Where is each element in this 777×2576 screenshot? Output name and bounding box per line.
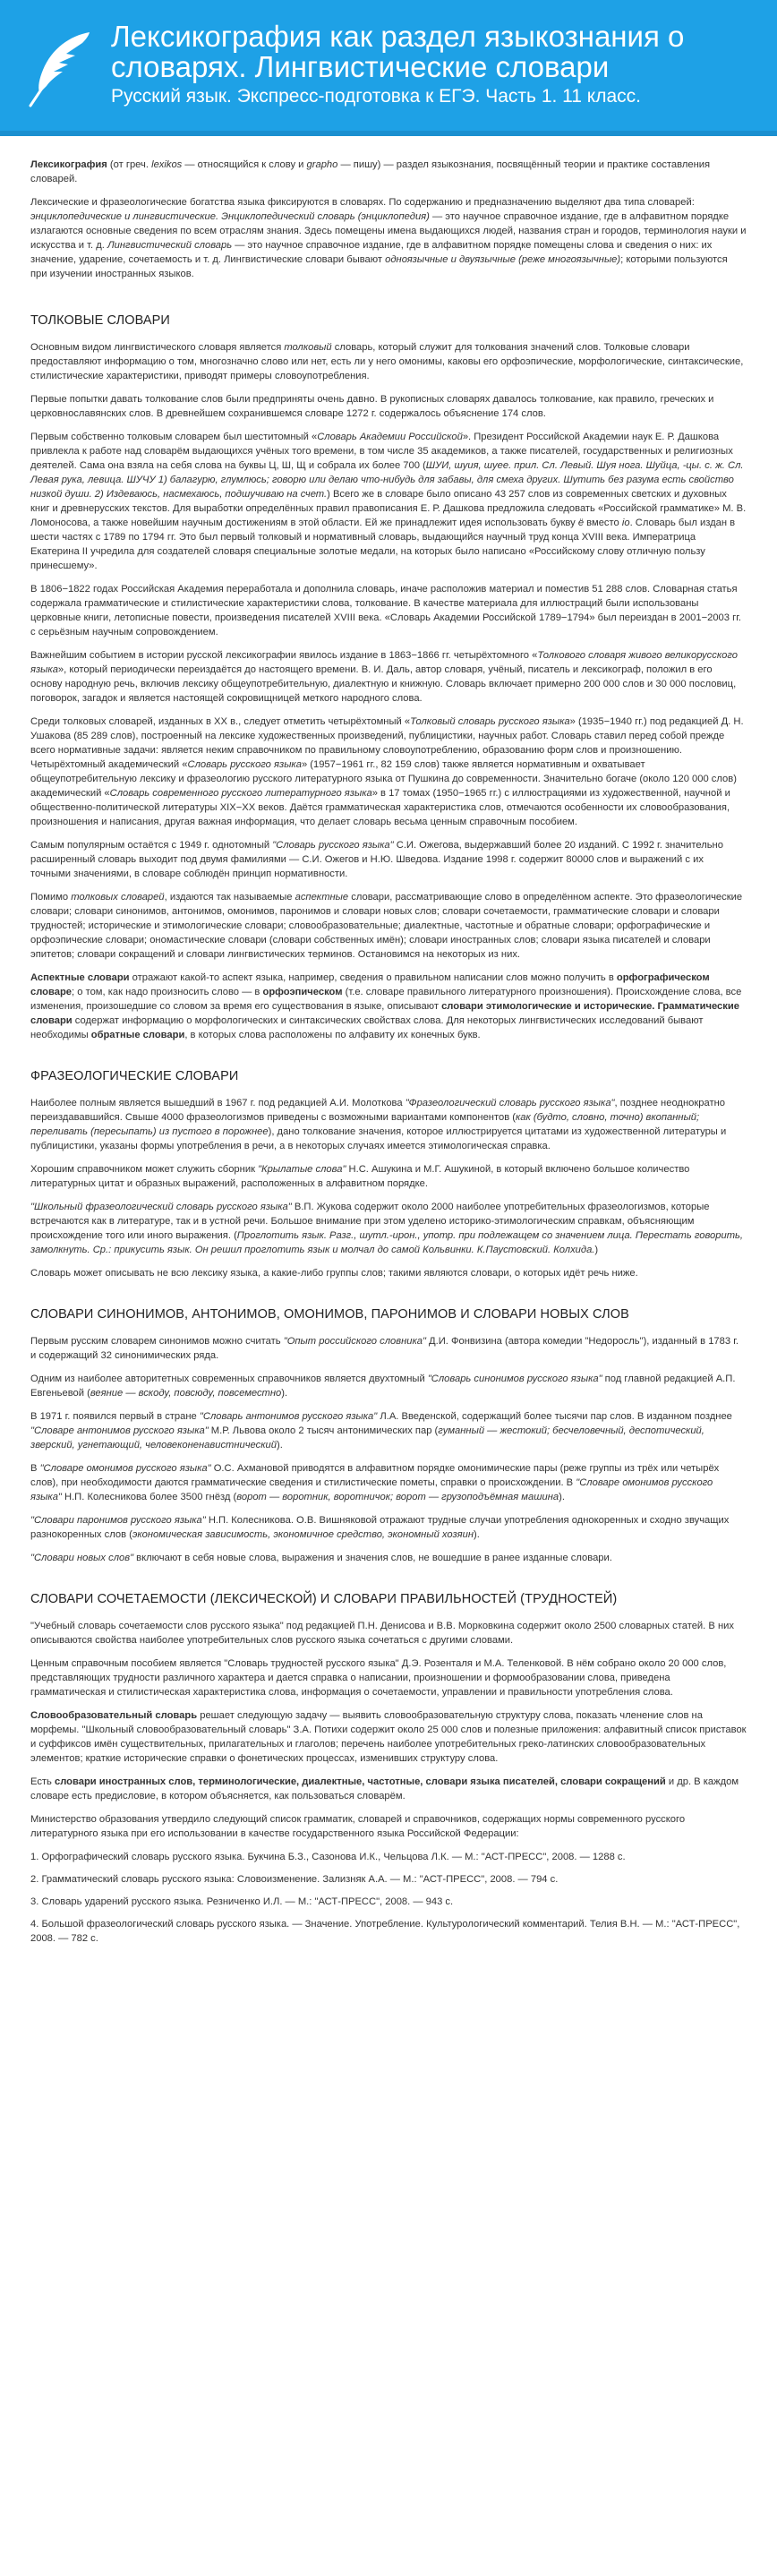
list-item: 1. Орфографический словарь русского языка. Букчина Б.З., Сазонова И.К., Чельцова Л.К. — М.: "АСТ-ПРЕСС", 2008. — 1288 с. — [30, 1852, 626, 1862]
paragraph: "Словари паронимов русского языка" Н.П. Колесникова. О.В. Вишняковой отражают трудные случаи употребления однокоренных и сходно звучащих разнокоренных слов (экономическая зависимость, экономичное средство, экономный хозяин). — [30, 1515, 730, 1540]
section-heading-synonyms: СЛОВАРИ СИНОНИМОВ, АНТОНИМОВ, ОМОНИМОВ, ПАРОНИМОВ И СЛОВАРИ НОВЫХ СЛОВ — [30, 1307, 629, 1322]
paragraph: В 1806−1822 годах Российская Академия переработала и дополнила словарь, иначе расположив материал и поместив 51 288 слов. Словарная статья содержала грамматические и стилистические характеристики слова, толкование. В качестве материала для иллюстраций были использованы церковные книги, летописные повести, произведения писателей XVIII века. «Словарь Академии Российской 1789−1794» был переиздан в 2001−2003 гг. с серьёзным научным сопровождением. — [30, 584, 742, 638]
term-lexicography: Лексикография — [30, 159, 107, 170]
paragraph: Словарь может описывать не всю лексику языка, а какие-либо группы слов; такими являются словари, о которых идёт речь ниже. — [30, 1268, 638, 1279]
paragraph: Среди толковых словарей, изданных в XX в., следует отметить четырёхтомный «Толковый словарь русского языка» (1935−1940 гг.) под редакцией Д. Н. Ушакова (85 289 слов), построенный на лексике художественных произведений, публицистики, научных работ. Словарь ставил перед собой прежде всего нормативные задачи: является неким справочником по правильному словоупотреблению, образованию форм слов и произношению. Четырёхтомный академический «Словарь русского языка» (1957−1961 гг., 82 159 слов) также является нормативным и охватывает общеупотребительную лексику и фразеологию русского литературного языка от Пушкина до современности. Значительно богаче (около 120 000 слов) академический «Словарь современного русского литературного языка» в 17 томах (1950−1965 гг.) с иллюстрациями из художественной, научной и общественно-политической литературы XIX−XX веков. Даётся грамматическая характеристика слов, отмечаются особенности их словообразования, произношения и написания, другая важная информация, что делает словарь весьма ценным справочным пособием. — [30, 716, 744, 827]
intro-paragraph: Лексические и фразеологические богатства языка фиксируются в словарях. По содержанию и предназначению выделяют два типа словарей: энциклопедические и лингвистические. Энциклопедический словарь (энциклопедия) — это научное справочное издание, где в алфавитном порядке излагаются основные сведения по всем отраслям знания. Здесь помещены имена выдающихся людей, названия стран и городов, терминология науки и искусства и т. д. Лингвистический словарь — это научное справочное издание, где в алфавитном порядке помещены слова и сведения о них: их значение, ударение, сочетаемость и т. д. Лингвистические словари бывают одноязычные и двуязычные (реже многоязычные); которыми пользуются при изучении иностранных языков. — [30, 197, 747, 279]
page-header — [0, 0, 777, 136]
paragraph: Самым популярным остаётся с 1949 г. однотомный "Словарь русского языка" С.И. Ожегова, выдержавший более 20 изданий. С 1992 г. значительно расширенный словарь выходит под двумя фамилиями — С.И. Ожегов и Н.Ю. Шведова. Издание 1998 г. содержит 80000 слов и выражений с их точными значениями, в словаре соблюдён принцип нормативности. — [30, 840, 723, 879]
section-heading-phraseological: ФРАЗЕОЛОГИЧЕСКИЕ СЛОВАРИ — [30, 1069, 239, 1083]
paragraph: Основным видом лингвистического словаря является толковый словарь, который служит для толкования значений слов. Толковые словари предоставляют информацию о том, многозначно слово или нет, есть ли у него омонимы, каковы его орфоэпические, морфологические, синтаксические, стилистические характеристики, приводят примеры словоупотребления. — [30, 342, 744, 381]
paragraph: "Школьный фразеологический словарь русского языка" В.П. Жукова содержит около 2000 наиболее употребительных фразеологизмов, которые встречаются как в литературе, так и в устной речи. Большое внимание при этом уделено историко-этимологическим справкам, объясняющим происхождение того или иного выражения. (Проглотить язык. Разг., шутл.-ирон., употр. при подлежащем со значением лица. Перестать говорить, замолкнуть. Ср.: прикусить язык. Он решил проглотить язык и молчал до самой Кольвинки. К.Паустовский. Колхида.) — [30, 1202, 744, 1255]
list-item: 4. Большой фразеологический словарь русского языка. — Значение. Употребление. Культурологический комментарий. Телия В.Н. — М.: "АСТ-ПРЕСС", 2008. — 782 с. — [30, 1919, 740, 1944]
article-body — [0, 136, 777, 1963]
intro-paragraph: Лексикография (от греч. lexikos — относящийся к слову и grapho — пишу) — раздел языкознания, посвящённый теории и практике составления словарей. — [30, 159, 711, 184]
page-subtitle: Русский язык. Экспресс-подготовка к ЕГЭ. Часть 1. 11 класс. — [111, 86, 641, 107]
paragraph: В "Словаре омонимов русского языка" О.С. Ахмановой приводятся в алфавитном порядке омонимические пары (реже группы из трёх или четырёх слов), при необходимости даются грамматические сведения и стилистические пометы, справки о происхождении. В "Словаре омонимов русского языка" Н.П. Колесникова более 3500 гнёзд (ворот — воротник, воротничок; ворот — грузоподъёмная машина). — [30, 1463, 720, 1502]
section-heading-collocation: СЛОВАРИ СОЧЕТАЕМОСТИ (ЛЕКСИЧЕСКОЙ) И СЛОВАРИ ПРАВИЛЬНОСТЕЙ (ТРУДНОСТЕЙ) — [30, 1592, 618, 1606]
list-item: 2. Грамматический словарь русского языка: Словоизменение. Зализняк А.А. — М.: "АСТ-ПРЕСС", 2008. — 794 с. — [30, 1874, 559, 1885]
page-title: Лексикография как раздел языкознания о словарях. Лингвистические словари — [111, 20, 685, 83]
paragraph: Первым собственно толковым словарем был шеститомный «Словарь Академии Российской». Президент Российской Академии наук Е. Р. Дашкова привлекла к работе над словарём выдающихся учёных того времени, в том числе 35 академиков, а также писателей, государственных и религиозных деятелей. Сама она взяла на себя слова на буквы Ц, Ш, Щ и собрала их более 700 (ШУИ, шуия, шуее. прил. Сл. Левый. Шуя нога. Шуйца, -цы. с. ж. Сл. Левая рука, левица. ШУЧУ 1) балагурю, глумлюсь; говорю или делаю что-нибудь для забавы, для смеха других. Шутить без разума есть свойство низкой души. 2) Издеваюсь, насмехаюсь, подшучиваю на счет.) Всего же в словаре было описано 43 257 слов из современных светских и духовных книг и древнерусских текстов. Для выработки определённых правил правописания Е. Р. Дашкова предложила следовать «Российской грамматике» М. В. Ломоносова, а также новейшим научным достижениям в этой области. Ей же принадлежит идея использовать букву ё вместо io. Словарь был издан в шести частях с 1789 по 1794 гг. Это был первый толковый и нормативный словарь, выдающийся научный труд конца XVIII века. Императрица Екатерина II учредила для создателей словаря специальные золотые медали, на которых было написано «Российскому слову отличную пользу принесшему». — [30, 432, 747, 571]
paragraph: Первым русским словарем синонимов можно считать "Опыт российского словника" Д.И. Фонвизина (автора комедии "Недоросль"), изданный в 1783 г. и содержащий 32 синонимических ряда. — [30, 1336, 739, 1361]
paragraph: Важнейшим событием в истории русской лексикографии явилось издание в 1863−1866 гг. четырёхтомного «Толкового словаря живого великорусского языка», который периодически переиздаётся до настоящего времени. В. И. Даль, автор словаря, учёный, писатель и лексикограф, положил в его основу народную речь, включив лексику общеупотребительную, диалектную и книжную. Словарь включает примерно 200 000 слов и 30 000 пословиц, поговорок, загадок и является настоящей сокровищницей меткого народного слова. — [30, 650, 738, 704]
paragraph: Ценным справочным пособием является "Словарь трудностей русского языка" Д.Э. Розенталя и М.А. Теленковой. В нём собрано около 20 000 слов, представляющих трудности различного характера и дается справка о написании, произношении и формообразовании слова, приведена грамматическая и стилистическая характеристика слова, информация о сочетаемости, управлении и правильности употребления слова. — [30, 1658, 727, 1698]
paragraph: Словообразовательный словарь решает следующую задачу — выявить словообразовательную структуру слова, показать членение слов на морфемы. "Школьный словообразовательный словарь" З.А. Потихи содержит около 25 000 слов и полезные приложения: алфавитный список приставок и суффиксов имён существительных, прилагательных и глаголов; перечень наиболее употребительных греко-латинских словообразовательных элементов; краткие исторические справки о фонетических процессах, изменивших структуру слова. — [30, 1710, 747, 1764]
paragraph: Хорошим справочником может служить сборник "Крылатые слова" Н.С. Ашукина и М.Г. Ашукиной, в который включено большое количество литературных цитат и образных выражений, расположенных в алфавитном порядке. — [30, 1164, 690, 1189]
paragraph: Первые попытки давать толкование слов были предприняты очень давно. В рукописных словарях давалось толкование, как правило, греческих и церковнославянских слов. В древнейшем сохранившемся словаре 1272 г. содержалось объяснение 174 слов. — [30, 394, 714, 419]
paragraph: Наиболее полным является вышедший в 1967 г. под редакцией А.И. Молоткова "Фразеологический словарь русского языка", позднее неоднократно переиздававшийся. Свыше 4000 фразеологизмов приведены с возможными вариантами компонентов (как (будто, словно, точно) вкопанный; переливать (пересыпать) из пустого в порожнее), дано толкование значения, которое иллюстрируется цитатами из художественной литературы и публицистики, указаны формы употребления в речи, а в некоторых случаях имеется этимологическая справка. — [30, 1098, 727, 1151]
paragraph: "Учебный словарь сочетаемости слов русского языка" под редакцией П.Н. Денисова и В.В. Морковкина содержит около 2500 словарных статей. В них описываются свойства наиболее употребительных слов русского языка сочетаться с другими словами. — [30, 1621, 734, 1646]
list-item: 3. Словарь ударений русского языка. Резниченко И.Л. — М.: "АСТ-ПРЕСС", 2008. — 943 с. — [30, 1896, 454, 1907]
paragraph: Есть словари иностранных слов, терминологические, диалектные, частотные, словари языка писателей, словари сокращений и др. В каждом словаре есть предисловие, в котором объясняется, как пользоваться словарём. — [30, 1776, 739, 1801]
paragraph: Помимо толковых словарей, издаются так называемые аспектные словари, рассматривающие слово в определённом аспекте. Это фразеологические словари; словари синонимов, антонимов, омонимов, паронимов и словари новых слов; словари сочетаемости, грамматические словари и словари трудностей; исторические и этимологические словари; словообразовательные; диалектные, частотные и обратные словари; орфографические и орфоэпические словари; ономастические словари (словари собственных имён); словари иностранных слов; словари языка писателей и словари эпитетов; словари сокращений и словари лингвистических терминов. Остановимся на некоторых из них. — [30, 892, 743, 960]
paragraph: В 1971 г. появился первый в стране "Словарь антонимов русского языка" Л.А. Введенской, содержащий более тысячи пар слов. В изданном позднее "Словаре антонимов русского языка" М.Р. Львова около 2 тысяч антонимических пар (гуманный — жестокий; бесчеловечный, деспотический, зверский, угнетающий, человеконенавистнический). — [30, 1411, 732, 1451]
paragraph: Министерство образования утвердило следующий список грамматик, словарей и справочников, содержащих нормы современного русского литературного языка при его использовании в качестве государственного языка Российской Федерации: — [30, 1814, 686, 1839]
paragraph: "Словари новых слов" включают в себя новые слова, выражения и значения слов, не вошедшие в ранее изданные словари. — [30, 1553, 612, 1563]
dictionary-list — [30, 1850, 747, 1946]
paragraph: Одним из наиболее авторитетных современных справочников является двухтомный "Словарь синонимов русского языка" под главной редакцией А.П. Евгеньевой (веяние — вскоду, повсюду, повсеместно). — [30, 1374, 736, 1399]
section-heading-explanatory: ТОЛКОВЫЕ СЛОВАРИ — [30, 313, 170, 328]
feather-icon — [27, 30, 93, 107]
paragraph: Аспектные словари отражают какой-то аспект языка, например, сведения о правильном написании слов можно получить в орфографическом словаре; о том, как надо произносить слово — в орфоэпическом (т.е. словаре правильного литературного произношения). Происхождение слова, все изменения, произошедшие со словом за время его существования в языке, описывают словари этимологические и исторические. Грамматические словари содержат информацию о морфологических и синтаксических свойствах слова. Для некоторых лингвистических исследований бывают необходимы обратные словари, в которых слова расположены по алфавиту их конечных букв. — [30, 972, 742, 1040]
